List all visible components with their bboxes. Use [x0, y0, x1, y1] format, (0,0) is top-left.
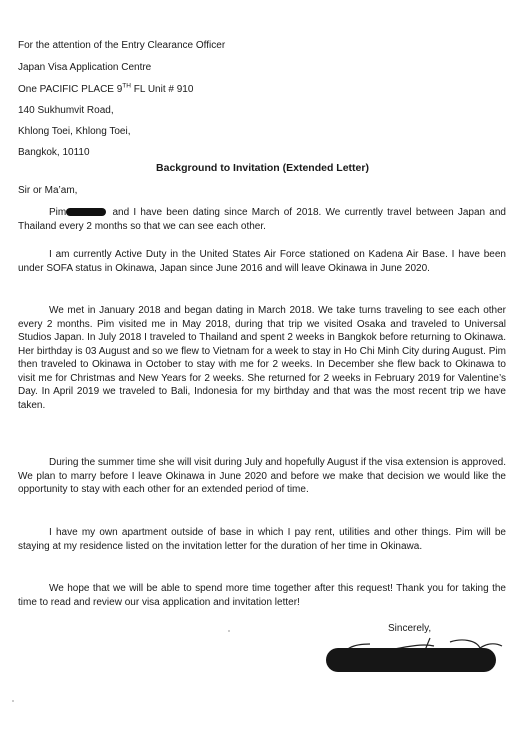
paragraph-service: I am currently Active Duty in the United States Air Force stationed on Kadena Air Base. I have been under SOFA status in Okinawa, Japan since June 2016 and will leave Okinawa in June 2020. [18, 249, 506, 274]
scan-speck [228, 630, 230, 632]
address-unit-text: FL Unit # 910 [130, 84, 194, 95]
redaction-bar [66, 208, 106, 216]
paragraph-dating-lead: Pim [49, 207, 67, 218]
paragraph-history: We met in January 2018 and began dating in March 2018. We take turns traveling to see each other every 2 months. Pim visited me in May 2018, during that trip we visited Osaka and traveled to Universal Studios Japan. In July 2018 I traveled to Thailand and spent 2 weeks in Bangkok before returning to Okinawa. Her birthday is 03 August and so we flew to Vietnam for a week to stay in Ho Chi Minh City during August. Pim then traveled to Okinawa in October to stay with me for 2 weeks. In December she flew back to Okinawa to visit me for Christmas and New Years for 2 weeks. She returned for 2 weeks in February 2019 for Valentine’s Day. In April 2019 we traveled to Bali, Indonesia for my birthday and that was the most recent trip we have taken. [18, 305, 506, 411]
paragraph-dating-rest: and I have been dating since March of 2018. We currently travel between Japan and Thailand every 2 months so that we can see each other. [18, 207, 506, 232]
letter-title: Background to Invitation (Extended Letter) [156, 162, 369, 174]
paragraph-plans: During the summer time she will visit during July and hopefully August if the visa extension is approved. We plan to marry before I leave Okinawa in June 2020 and before we make that decision we would like the opportunity to stay with each other for an extended period of time. [18, 457, 506, 495]
signature-redaction [326, 648, 496, 672]
scan-speck [12, 700, 14, 702]
paragraph-closing-thanks: We hope that we will be able to spend more time together after this request! Thank you for taking the time to read and review our visa application and invitation letter! [18, 583, 506, 608]
address-line-city: Bangkok, 10110 [18, 147, 90, 158]
address-building-text: One PACIFIC PLACE 9 [18, 84, 123, 95]
address-floor-suffix: TH [122, 82, 131, 90]
paragraph-dating [18, 206, 506, 233]
address-line-building [18, 84, 193, 96]
paragraph-residence: I have my own apartment outside of base in which I pay rent, utilities and other things. Pim will be staying at my residence listed on the invitation letter for the duration of her time in Okinawa. [18, 527, 506, 552]
address-line-centre: Japan Visa Application Centre [18, 62, 152, 73]
salutation: Sir or Ma’am, [18, 185, 78, 196]
address-line-street: 140 Sukhumvit Road, [18, 105, 114, 116]
closing-sincerely: Sincerely, [388, 623, 432, 634]
address-line-district: Khlong Toei, Khlong Toei, [18, 126, 131, 137]
address-line-attention: For the attention of the Entry Clearance Officer [18, 40, 226, 51]
